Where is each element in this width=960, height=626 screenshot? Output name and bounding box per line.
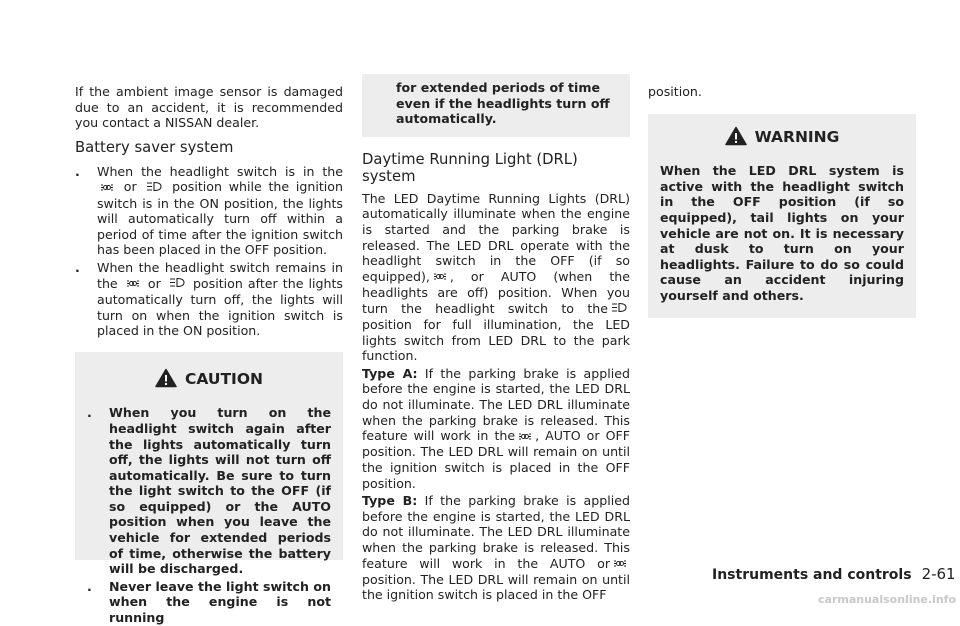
- watermark: carmanualsonline.info: [818, 593, 956, 606]
- bullet-dot: .: [75, 260, 80, 276]
- parking-light-icon: [433, 269, 447, 285]
- column-right: [648, 84, 916, 318]
- bullet-dot: .: [87, 578, 92, 594]
- battery-saver-heading: Battery saver system: [75, 138, 234, 156]
- section-title: Instruments and controls: [712, 567, 912, 583]
- page-footer: [712, 567, 956, 584]
- list-item: . When the headlight switch remains in the or position after the lights automatically turn off, the lights will turn on when the ignition switch is placed in the ON position.: [75, 260, 343, 339]
- drl-heading: Daytime Running Light (DRL) system: [362, 150, 578, 185]
- list-item: . Never leave the light switch on when the engine is not running: [87, 578, 331, 626]
- warning-title: WARNING: [660, 126, 904, 150]
- warning-box: [648, 114, 916, 318]
- list-item: . When you turn on the headlight switch again after the lights automatically turn off, the lights will not turn off automatically. Be sure to turn the light switch to the OFF (if so equipped) or the AUTO position when you leave the vehicle for extended periods of time, otherwise the battery will be discharged.: [87, 405, 331, 577]
- list-item: . When the headlight switch is in the or position while the ignition switch is in the ON position, the lights will automatically turn off within a period of time after the ignition switch has been placed in the OFF position.: [75, 163, 343, 258]
- column-middle: [362, 80, 630, 603]
- bullet-dot: .: [87, 405, 92, 421]
- battery-saver-list: [75, 164, 343, 339]
- parking-light-icon: [613, 556, 627, 572]
- headlight-icon: [169, 276, 185, 292]
- caution-title: CAUTION: [87, 368, 331, 392]
- warning-triangle-icon: [155, 368, 177, 392]
- drl-paragraph: The LED Daytime Running Lights (DRL) automatically illuminate when the engine is started and the parking brake is released. The LED DRL operate with the headlight switch in the OFF (if so equipped), , or AUTO (when the headlights are off) position. When you turn the headlight switch to theposition for full illumination, the LED lights switch from LED DRL to the park function.: [362, 190, 630, 364]
- type-b-label: Type B:: [362, 493, 418, 509]
- type-b-paragraph: Type B: If the parking brake is applied before the engine is started, the LED DRL do not illuminate. The LED DRL illuminate when the parking brake is released. This feature will work in the AUTO orposition. The LED DRL will remain on until the ignition switch is placed in the OFF: [362, 493, 630, 603]
- intro-paragraph: If the ambient image sensor is damaged due to an accident, it is recommended you contact a NISSAN dealer.: [75, 84, 343, 131]
- parking-light-icon: [126, 276, 140, 292]
- warning-triangle-icon: [725, 126, 747, 150]
- caution-list: [87, 405, 331, 625]
- headlight-icon: [611, 301, 627, 317]
- headlight-icon: [146, 180, 162, 196]
- continued-text: position.: [648, 84, 702, 99]
- type-a-label: Type A:: [362, 365, 418, 381]
- caution-continued-text: for extended periods of time even if the headlights turn off automatically.: [396, 80, 610, 127]
- warning-text: When the LED DRL system is active with the headlight switch in the OFF position (if so equipped), tail lights on your vehicle are not on. It is necessary at dusk to turn on your headlights. Failure to do so could cause an accident injuring yourself and others.: [660, 163, 904, 303]
- caution-box-continued: [362, 74, 630, 137]
- page-number: 2-61: [921, 565, 956, 583]
- column-left: [75, 84, 343, 626]
- caution-box: [75, 352, 343, 626]
- type-a-paragraph: Type A: If the parking brake is applied before the engine is started, the LED DRL do not illuminate. The LED DRL illuminate when the parking brake is released. This feature will work in the , AUTO or OFF position. The LED DRL will remain on until the ignition switch is placed in the OFF position.: [362, 365, 630, 491]
- bullet-dot: .: [75, 163, 80, 179]
- parking-light-icon: [100, 180, 114, 196]
- parking-light-icon: [518, 429, 532, 445]
